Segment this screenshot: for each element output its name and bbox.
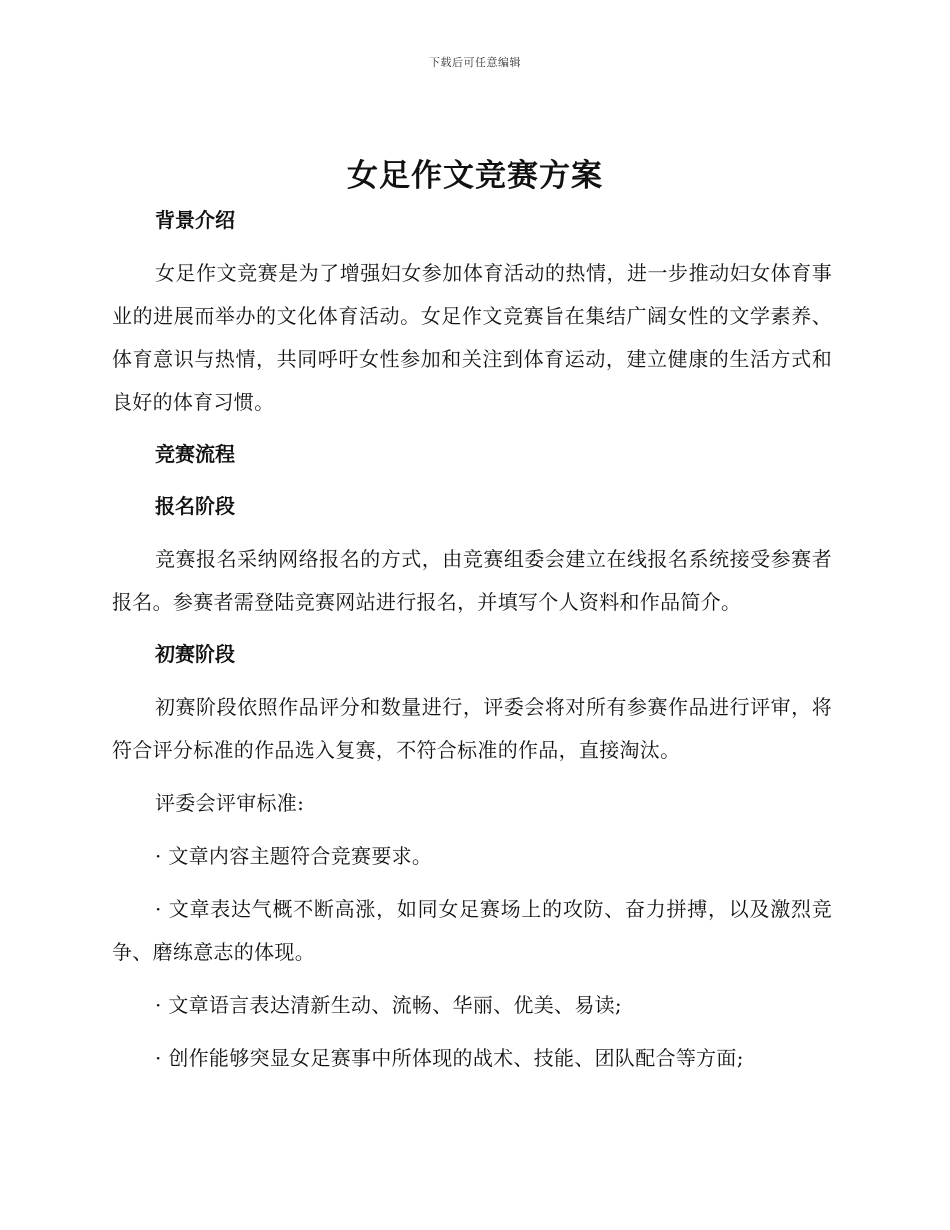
background-paragraph: 女足作文竞赛是为了增强妇女参加体育活动的热情，进一步推动妇女体育事业的进展而举办的文化体育活动。女足作文竞赛旨在集结广阔女性的文学素养、体育意识与热情，共同呼吁女性参加和关注到体育运动，建立健康的生活方式和良好的体育习惯。 [112,261,832,414]
criteria-item: · 创作能够突显女足赛事中所体现的战术、技能、团队配合等方面; [155,1046,744,1070]
page-header-note: 下载后可任意编辑 [429,56,521,69]
criteria-item: · 文章表达气概不断高涨，如同女足赛场上的攻防、奋力拼搏，以及激烈竞争、磨练意志的体现。 [112,897,832,964]
section-heading-signup: 报名阶段 [155,494,235,518]
document-body [112,200,832,1090]
section-heading-background: 背景介绍 [155,208,235,232]
section-heading-prelim: 初赛阶段 [155,642,235,666]
document-title: 女足作文竞赛方案 [347,158,603,194]
criteria-item: · 文章语言表达清新生动、流畅、华丽、优美、易读; [155,993,622,1017]
criteria-intro: 评委会评审标准: [155,791,305,815]
criteria-item: · 文章内容主题符合竞赛要求。 [155,844,433,868]
section-heading-process: 竞赛流程 [155,442,235,466]
prelim-paragraph: 初赛阶段依照作品评分和数量进行，评委会将对所有参赛作品进行评审，将符合评分标准的作品选入复赛，不符合标准的作品，直接淘汰。 [112,695,832,762]
signup-paragraph: 竞赛报名采纳网络报名的方式，由竞赛组委会建立在线报名系统接受参赛者报名。参赛者需登陆竞赛网站进行报名，并填写个人资料和作品简介。 [112,547,832,614]
